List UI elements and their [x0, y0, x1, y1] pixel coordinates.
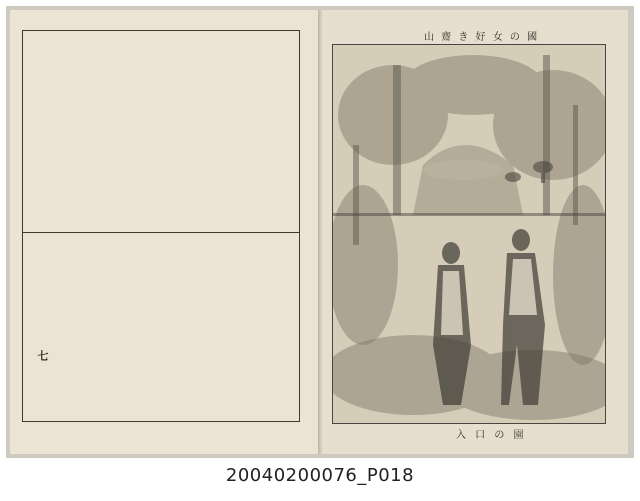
illustration-top-caption: 山 齋 き 好 女 の 國: [424, 32, 540, 43]
engraving-illustration: [333, 45, 605, 423]
left-page-top-text: [28, 34, 294, 226]
archive-id: 20040200076_P018: [225, 465, 415, 486]
page-number: 七: [36, 350, 49, 361]
illustration: [332, 44, 606, 424]
left-page-bottom-text: [28, 238, 294, 416]
illustration-bottom-caption: 入 口 の 園: [456, 430, 527, 441]
section-divider: [22, 232, 300, 233]
